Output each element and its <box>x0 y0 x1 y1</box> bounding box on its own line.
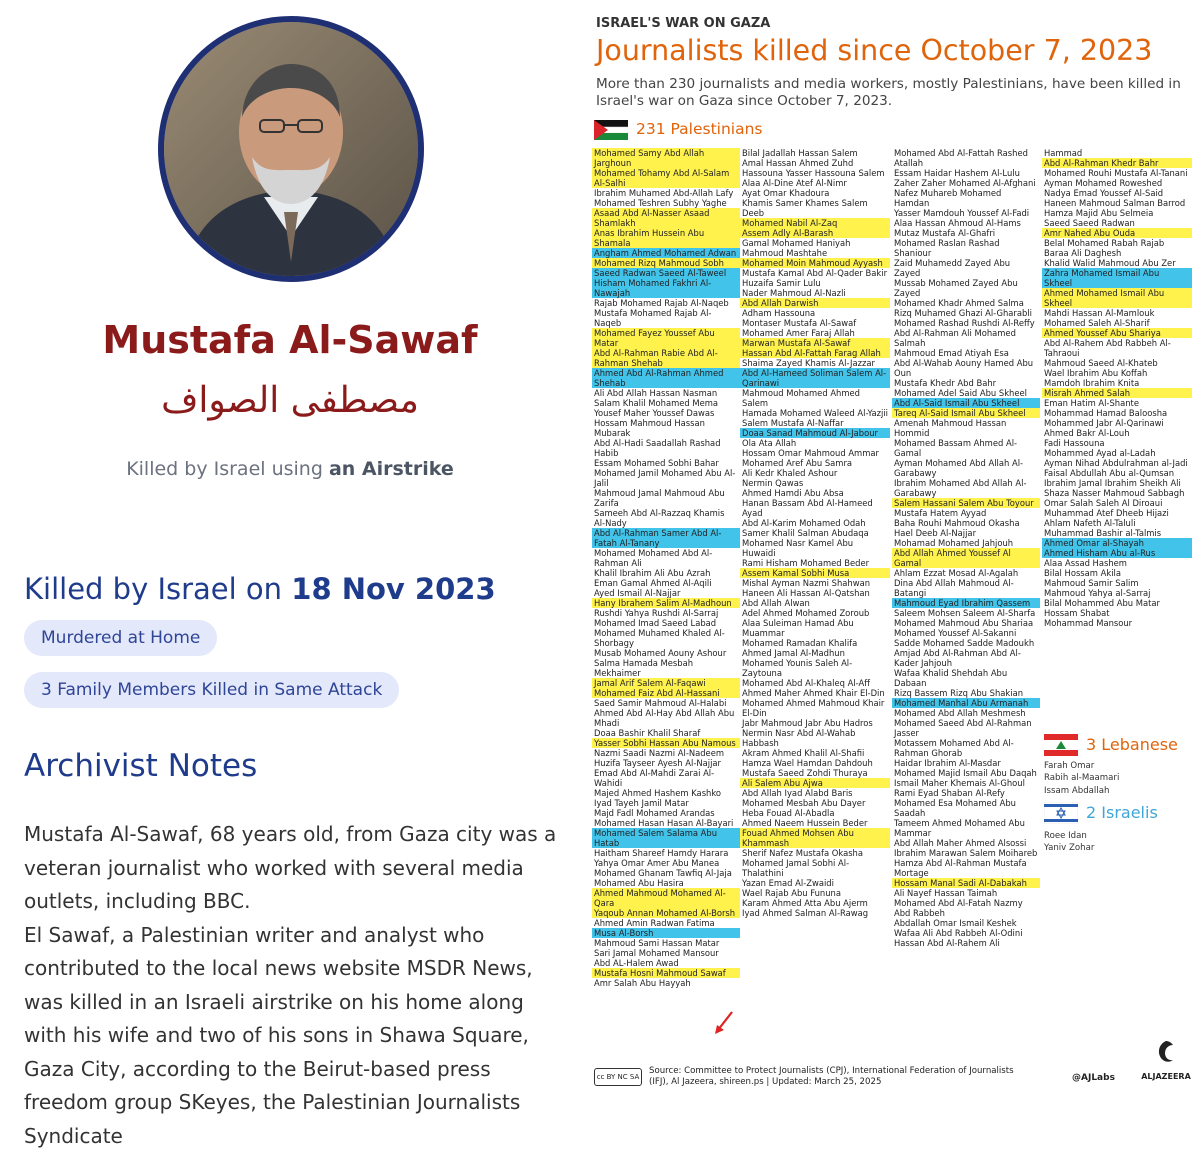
journalist-name: Mohamed Tohamy Abd Al-Salam Al-Salhi <box>592 168 740 188</box>
journalist-name: Nermin Nasr Abd Al-Wahab Habbash <box>740 728 890 748</box>
journalist-name: Adel Ahmed Mohamed Zoroub <box>740 608 890 618</box>
journalist-name: Mahmoud Emad Atiyah Esa <box>892 348 1040 358</box>
journalist-name: Alaa Assad Hashem <box>1042 558 1192 568</box>
journalist-name: Akram Ahmed Khalil Al-Shafii <box>740 748 890 758</box>
journalist-name: Bilal Jadallah Hassan Salem <box>740 148 890 158</box>
journalist-name: Rami Eyad Shaban Al-Refy <box>892 788 1040 798</box>
infographic-subtitle: More than 230 journalists and media workers, mostly Palestinians, have been killed in Israel's war on Gaza since October 7, 2023. <box>596 76 1186 110</box>
journalist-name: Abd Allah Darwish <box>740 298 890 308</box>
journalist-name: Mohamed Raslan Rashad Shaniour <box>892 238 1040 258</box>
journalist-name: Abd Al-Rahman Khedr Bahr <box>1042 158 1192 168</box>
journalist-name: Nermin Qawas <box>740 478 890 488</box>
journalist-name: Iyad Tayeh Jamil Matar <box>592 798 740 808</box>
journalist-name: Sameeh Abd Al-Razzaq Khamis Al-Nady <box>592 508 740 528</box>
journalist-name: Hassouna Yasser Hassouna Salem <box>740 168 890 178</box>
journalist-name: Mohamed Abd Al-Fattah Rashed Atallah <box>892 148 1040 168</box>
lebanese-header <box>1044 734 1078 760</box>
archivist-notes-title: Archivist Notes <box>24 748 257 784</box>
journalist-name: Mohamed Ahmed Mahmoud Khair El-Din <box>740 698 890 718</box>
journalist-name: Saleem Mohsen Saleem Al-Sharfa <box>892 608 1040 618</box>
journalist-name: Ali Salem Abu Ajwa <box>740 778 890 788</box>
journalist-name: Abd Al-Hameed Soliman Salem Al-Qarinawi <box>740 368 890 388</box>
journalist-name: Mohammed Jabr Al-Qarinawi <box>1042 418 1192 428</box>
journalist-name: Bilal Hossam Akila <box>1042 568 1192 578</box>
journalist-name: Mohammad Hamad Baloosha <box>1042 408 1192 418</box>
journalist-name: Muhammad Bashir al-Talmis <box>1042 528 1192 538</box>
journalist-name: Assem Kamal Sobhi Musa <box>740 568 890 578</box>
journalist-name: Abd Al-Hadi Saadallah Rashad Habib <box>592 438 740 458</box>
journalist-name: Mohamed Ramadan Khalifa <box>740 638 890 648</box>
notes-paragraph: El Sawaf, a Palestinian writer and analyst who contributed to the local news website MSDR News, was killed in an Israeli airstrike on his home along with his wife and two of his sons in Shawa Square, Gaza City, according to the Beirut-based press freedom group SKeyes, the Palestinian Journalists Syndicate <box>24 919 564 1153</box>
victim-name: Mustafa Al-Sawaf <box>0 318 580 362</box>
journalist-name: Ahlam Nafeth Al-Taluli <box>1042 518 1192 528</box>
journalist-name: Hossam Manal Sadi Al-Dabakah <box>892 878 1040 888</box>
archivist-notes <box>24 818 564 1153</box>
journalist-name: Musa Al-Borsh <box>592 928 740 938</box>
palestinians-count: 231 Palestinians <box>636 120 763 138</box>
journalist-name: Salem Hassani Salem Abu Toyour <box>892 498 1040 508</box>
journalist-name: Montaser Mustafa Al-Sawaf <box>740 318 890 328</box>
journalist-name: Jabr Mahmoud Jabr Abu Hadros <box>740 718 890 728</box>
journalist-name: Mustafa Saeed Zohdi Thuraya <box>740 768 890 778</box>
journalist-name: Omar Salah Saleh Al Diroaui <box>1042 498 1192 508</box>
journalist-name: Mahdi Hassan Al-Mamlouk <box>1042 308 1192 318</box>
journalist-name: Angham Ahmed Mohamed Adwan <box>592 248 740 258</box>
red-arrow-icon <box>712 1010 736 1036</box>
names-column-1 <box>592 148 740 988</box>
journalist-name: Yasser Mamdouh Youssef Al-Fadi <box>892 208 1040 218</box>
aljazeera-wordmark: ALJAZEERA <box>1138 1071 1194 1082</box>
journalist-name: Haneen Ali Hassan Al-Qatshan <box>740 588 890 598</box>
aljazeera-logo-icon <box>1151 1038 1181 1068</box>
killed-date-line <box>24 572 496 606</box>
journalist-name: Rushdi Yahya Rushdi Al-Sarraj <box>592 608 740 618</box>
journalist-name: Hossam Mahmoud Hassan Mubarak <box>592 418 740 438</box>
killed-date-prefix: Killed by Israel on <box>24 572 291 606</box>
journalist-name: Majed Ahmed Hashem Kashko <box>592 788 740 798</box>
journalist-name: Gamal Mohamed Haniyah <box>740 238 890 248</box>
killed-date: 18 Nov 2023 <box>291 572 495 606</box>
journalist-name: Jamal Arif Salem Al-Faqawi <box>592 678 740 688</box>
journalist-name: Mahmoud Sami Hassan Matar <box>592 938 740 948</box>
journalist-name: Ayman Nihad Abdulrahman al-Jadi <box>1042 458 1192 468</box>
journalist-name: Motassem Mohamed Abd Al-Rahman Ghorab <box>892 738 1040 758</box>
journalist-name: Mohamed Salem Salama Abu Hatab <box>592 828 740 848</box>
portrait-photo <box>164 22 418 276</box>
journalist-name: Sadde Mohamed Sadde Madoukh <box>892 638 1040 648</box>
journalist-name: Alaa Al-Dine Atef Al-Nimr <box>740 178 890 188</box>
tag-family-members-killed: 3 Family Members Killed in Same Attack <box>24 672 399 708</box>
names-column-2 <box>740 148 890 918</box>
journalist-name: Mohamed Rouhi Mustafa Al-Tanani <box>1042 168 1192 178</box>
journalist-name: Salam Khalil Mohamed Mema <box>592 398 740 408</box>
journalist-name: Mohamed Adel Said Abu Skheel <box>892 388 1040 398</box>
journalist-name: Mohamed Rashad Rushdi Al-Reffy <box>892 318 1040 328</box>
journalist-name: Amjad Abd Al-Rahman Abd Al-Kader Jahjouh <box>892 648 1040 668</box>
journalist-name: Hamza Wael Hamdan Dahdouh <box>740 758 890 768</box>
journalist-name: Mustafa Mohamed Rajab Al-Naqeb <box>592 308 740 328</box>
journalist-name: Anas Ibrahim Hussein Abu Shamala <box>592 228 740 248</box>
lebanon-flag-icon <box>1044 734 1078 756</box>
israelis-count: 2 Israelis <box>1086 803 1158 822</box>
journalist-name: Mohamed Esa Mohamed Abu Saadah <box>892 798 1040 818</box>
journalist-name: Mohamed Manhal Abu Armanah <box>892 698 1040 708</box>
journalist-name: Eman Hatim Al-Shante <box>1042 398 1192 408</box>
journalist-name: Yazan Emad Al-Zwaidi <box>740 878 890 888</box>
journalist-name: Mohamed Fayez Youssef Abu Matar <box>592 328 740 348</box>
journalist-name: Ali Kedr Khaled Ashour <box>740 468 890 478</box>
journalist-name: Mohamed Mesbah Abu Dayer <box>740 798 890 808</box>
journalist-name: Emad Abd Al-Mahdi Zarai Al-Wahidi <box>592 768 740 788</box>
journalist-name: Amal Hassan Ahmed Zuhd <box>740 158 890 168</box>
journalist-name: Rami Hisham Mohamed Beder <box>740 558 890 568</box>
journalist-name: Muhammad Atef Dheeb Hijazi <box>1042 508 1192 518</box>
journalist-name: Ibrahim Marawan Salem Moihareb <box>892 848 1040 858</box>
journalist-name: Zaher Zaher Mohamed Al-Afghani <box>892 178 1040 188</box>
journalist-name: Mohamed Abd Allah Meshmesh <box>892 708 1040 718</box>
journalist-name: Amr Salah Abu Hayyah <box>592 978 740 988</box>
journalist-name: Iyad Ahmed Salman Al-Rawag <box>740 908 890 918</box>
journalist-name: Hamada Mohamed Waleed Al-Yazjii <box>740 408 890 418</box>
names-column-3 <box>892 148 1040 948</box>
journalist-name: Mohamed Bassam Ahmed Al-Gamal <box>892 438 1040 458</box>
journalist-name: Hossam Shabat <box>1042 608 1192 618</box>
journalist-name: Yaqoub Annan Mohamed Al-Borsh <box>592 908 740 918</box>
journalist-name: Asaad Abd Al-Nasser Asaad Shamlakh <box>592 208 740 228</box>
journalist-name: Abd Al-Wahab Aouny Hamed Abu Oun <box>892 358 1040 378</box>
journalist-name: Abd Allah Alwan <box>740 598 890 608</box>
journalist-name: Mohamed Mohamed Abd Al-Rahman Ali <box>592 548 740 568</box>
journalist-name: Misrah Ahmed Salah <box>1042 388 1192 398</box>
journalist-name: Ahmed Mohamed Ismail Abu Skheel <box>1042 288 1192 308</box>
tag-murdered-at-home: Murdered at Home <box>24 620 217 656</box>
journalist-name: Belal Mohamed Rabah Rajab <box>1042 238 1192 248</box>
journalist-name: Abd Al-Karim Mohamed Odah <box>740 518 890 528</box>
journalist-name: Rajab Mohamed Rajab Al-Naqeb <box>592 298 740 308</box>
journalist-name: Ahmed Amin Radwan Fatima <box>592 918 740 928</box>
journalist-name: Khamis Samer Khames Salem Deeb <box>740 198 890 218</box>
journalist-name: Rizq Muhamed Ghazi Al-Gharabli <box>892 308 1040 318</box>
journalist-name: Dina Abd Allah Mahmoud Al-Batangi <box>892 578 1040 598</box>
list-item: Farah Omar <box>1044 760 1119 772</box>
journalist-name: Mohamed Abd Al-Khaleq Al-Aff <box>740 678 890 688</box>
journalist-name: Mahmoud Samir Salim <box>1042 578 1192 588</box>
journalist-name: Saed Samir Mahmoud Al-Halabi <box>592 698 740 708</box>
journalist-name: Ahmed Naeem Hussein Beder <box>740 818 890 828</box>
journalist-name: Hammad <box>1042 148 1192 158</box>
journalist-name: Hassan Abd Al-Fattah Farag Allah <box>740 348 890 358</box>
journalist-name: Mohamed Faiz Abd Al-Hassani <box>592 688 740 698</box>
journalist-name: Heba Fouad Al-Abadla <box>740 808 890 818</box>
journalist-name: Ibrahim Jamal Ibrahim Sheikh Ali <box>1042 478 1192 488</box>
journalist-name: Ayed Ismail Al-Najjar <box>592 588 740 598</box>
journalist-name: Fadi Hassouna <box>1042 438 1192 448</box>
avatar <box>158 16 424 282</box>
journalist-name: Mahmoud Saeed Al-Khateb <box>1042 358 1192 368</box>
journalist-name: Mahmoud Jamal Mahmoud Abu Zarifa <box>592 488 740 508</box>
infographic-kicker: ISRAEL'S WAR ON GAZA <box>596 16 770 31</box>
journalist-name: Hassan Abd Al-Rahem Ali <box>892 938 1040 948</box>
journalist-name: Mahmoud Eyad Ibrahim Qassem <box>892 598 1040 608</box>
journalist-name: Mohamed Abd Al-Fatah Nazmy Abd Rabbeh <box>892 898 1040 918</box>
journalist-name: Yasser Sobhi Hassan Abu Namous <box>592 738 740 748</box>
journalist-name: Mahmoud Mashtahe <box>740 248 890 258</box>
journalist-name: Mustafa Khedr Abd Bahr <box>892 378 1040 388</box>
journalist-name: Baha Rouhi Mahmoud Okasha <box>892 518 1040 528</box>
killed-method-value: an Airstrike <box>329 458 454 480</box>
journalist-name: Mohammad Mansour <box>1042 618 1192 628</box>
lebanese-names <box>1044 760 1119 797</box>
journalist-name: Salma Hamada Mesbah Mekhaimer <box>592 658 740 678</box>
journalist-name: Ahmed Abd Al-Rahman Ahmed Shehab <box>592 368 740 388</box>
journalist-name: Mohamed Amer Faraj Allah <box>740 328 890 338</box>
palestine-flag-icon <box>594 120 628 140</box>
journalist-name: Mohamed Mahmoud Abu Shariaa <box>892 618 1040 628</box>
journalist-name: Hany Ibrahem Salim Al-Madhoun <box>592 598 740 608</box>
infographic-title: Journalists killed since October 7, 2023 <box>596 34 1152 67</box>
journalist-name: Abd Allah Maher Ahmed Alsossi <box>892 838 1040 848</box>
journalist-name: Essam Haidar Hashem Al-Lulu <box>892 168 1040 178</box>
journalist-name: Abd Al-Rahman Rabie Abd Al-Rahman Shehab <box>592 348 740 368</box>
source-note: Source: Committee to Protect Journalists (CPJ), International Federation of Journalists (IFJ), Al Jazeera, shireen.ps | Updated: March 25, 2025 <box>649 1066 1029 1088</box>
list-item: Issam Abdallah <box>1044 785 1119 797</box>
journalist-name: Mustafa Hatem Ayyad <box>892 508 1040 518</box>
journalist-name: Mahmoud Yahya al-Sarraj <box>1042 588 1192 598</box>
journalist-name: Tameem Ahmed Mohamed Abu Mammar <box>892 818 1040 838</box>
victim-profile-panel <box>0 0 580 1097</box>
journalist-name: Eman Gamal Ahmed Al-Aqili <box>592 578 740 588</box>
journalist-name: Abd Allah Iyad Alabd Baris <box>740 788 890 798</box>
journalist-name: Ali Abd Allah Hassan Nasman <box>592 388 740 398</box>
lebanese-count: 3 Lebanese <box>1086 735 1178 754</box>
journalist-name: Karam Ahmed Atta Abu Ajerm <box>740 898 890 908</box>
journalist-name: Mohamed Aref Abu Samra <box>740 458 890 468</box>
journalist-name: Khalid Walid Mahmoud Abu Zer <box>1042 258 1192 268</box>
journalist-name: Nafez Muhareb Mohamed Hamdan <box>892 188 1040 208</box>
journalist-name: Essam Mohamed Sobhi Bahar <box>592 458 740 468</box>
journalist-name: Hisham Mohamed Fakhri Al-Nawajah <box>592 278 740 298</box>
journalist-name: Abd AL-Halem Awad <box>592 958 740 968</box>
journalist-name: Majd Fadl Mohamed Arandas <box>592 808 740 818</box>
journalist-name: Sherif Nafez Mustafa Okasha <box>740 848 890 858</box>
journalist-name: Alaa Hassan Ahmoud Al-Hams <box>892 218 1040 228</box>
journalist-name: Abd Al-Rahem Abd Rabbeh Al-Tahraoui <box>1042 338 1192 358</box>
journalist-name: Abdallah Omar Ismail Keshek <box>892 918 1040 928</box>
journalist-name: Ahmed Youssef Abu Shariya <box>1042 328 1192 338</box>
journalist-name: Ahmed Maher Ahmed Khair El-Din <box>740 688 890 698</box>
journalist-name: Alaa Suleiman Hamad Abu Muammar <box>740 618 890 638</box>
journalist-name: Hael Deeb Al-Najjar <box>892 528 1040 538</box>
journalist-name: Ahmed Hisham Abu al-Rus <box>1042 548 1192 558</box>
journalist-name: Mahmoud Mohamed Ahmed Salem <box>740 388 890 408</box>
journalist-name: Ahmed Bakr Al-Louh <box>1042 428 1192 438</box>
journalist-name: Ibrahim Muhamed Abd-Allah Lafy <box>592 188 740 198</box>
victim-name-arabic: مصطفى الصواف <box>0 380 580 421</box>
journalist-name: Musab Mohamed Aouny Ashour <box>592 648 740 658</box>
journalist-name: Mohamed Youssef Al-Sakanni <box>892 628 1040 638</box>
journalist-name: Baraa Ali Daghesh <box>1042 248 1192 258</box>
journalist-name: Mussab Mohamed Zayed Abu Zayed <box>892 278 1040 298</box>
journalist-name: Khalil Ibrahim Ali Abu Azrah <box>592 568 740 578</box>
journalist-name: Mohamed Nabil Al-Zaq <box>740 218 890 228</box>
journalist-name: Zaid Muhamedd Zayed Abu Zayed <box>892 258 1040 278</box>
journalist-name: Faisal Abdullah Abu al-Qumsan <box>1042 468 1192 478</box>
journalist-name: Ismail Maher Khemais Al-Ghoul <box>892 778 1040 788</box>
journalist-name: Mohamed Majid Ismail Abu Daqah <box>892 768 1040 778</box>
notes-paragraph: Mustafa Al-Sawaf, 68 years old, from Gaza city was a veteran journalist who worked with several media outlets, including BBC. <box>24 818 564 919</box>
journalist-name: Huzifa Tayseer Ayesh Al-Najjar <box>592 758 740 768</box>
journalist-name: Tareq Al-Said Ismail Abu Skheel <box>892 408 1040 418</box>
journalist-name: Mohamed Teshren Subhy Yaghe <box>592 198 740 208</box>
journalist-name: Ahlam Ezzat Mosad Al-Agalah <box>892 568 1040 578</box>
list-item: Yaniv Zohar <box>1044 842 1094 854</box>
journalist-name: Mohamed Younis Saleh Al-Zaytouna <box>740 658 890 678</box>
journalist-name: Abd Al-Rahman Samer Abd Al-Fatah Al-Tanany <box>592 528 740 548</box>
journalist-name: Hossam Omar Mahmoud Ammar <box>740 448 890 458</box>
journalist-name: Wafaa Ali Abd Rabbeh Al-Odini <box>892 928 1040 938</box>
israelis-header <box>1044 802 1078 828</box>
journalist-name: Amr Nahed Abu Ouda <box>1042 228 1192 238</box>
journalist-name: Haneen Mahmoud Salman Barrod <box>1042 198 1192 208</box>
journalist-name: Mohamed Samy Abd Allah Jarghoun <box>592 148 740 168</box>
journalist-name: Shaza Nasser Mahmoud Sabbagh <box>1042 488 1192 498</box>
journalist-name: Wael Rajab Abu Fununa <box>740 888 890 898</box>
journalist-name: Nader Mahmoud Al-Nazli <box>740 288 890 298</box>
israeli-names <box>1044 830 1094 855</box>
journalist-name: Mohamad Mohamed Jahjouh <box>892 538 1040 548</box>
journalist-name: Hamza Majid Abu Selmeia <box>1042 208 1192 218</box>
journalist-name: Mustafa Hosni Mahmoud Sawaf <box>592 968 740 978</box>
journalist-name: Mohamed Saleh Al-Sharif <box>1042 318 1192 328</box>
infographic-footer <box>594 1066 1194 1092</box>
journalist-name: Ahmed Omar al-Shayah <box>1042 538 1192 548</box>
journalist-name: Haitham Shareef Hamdy Harara <box>592 848 740 858</box>
list-item: Rabih al-Maamari <box>1044 772 1119 784</box>
journalist-name: Mohamed Jamal Sobhi Al-Thalathini <box>740 858 890 878</box>
journalist-name: Mutaz Mustafa Al-Ghafri <box>892 228 1040 238</box>
journalist-name: Mohamed Hasan Hasan Al-Bayari <box>592 818 740 828</box>
journalist-name: Amenah Mahmoud Hassan Hommid <box>892 418 1040 438</box>
journalist-name: Bilal Mohammed Abu Matar <box>1042 598 1192 608</box>
journalist-name: Mohamed Nasr Kamel Abu Huwaidi <box>740 538 890 558</box>
journalist-name: Mohamed Jamil Mohamed Abu Al-Jalil <box>592 468 740 488</box>
journalist-name: Zahra Mohamed Ismail Abu Skheel <box>1042 268 1192 288</box>
creative-commons-badge: cc BY NC SA <box>594 1068 642 1086</box>
journalist-name: Salem Mustafa Al-Naffar <box>740 418 890 428</box>
journalist-name: Haidar Ibrahim Al-Masdar <box>892 758 1040 768</box>
journalist-name: Ali Nayef Hassan Taimah <box>892 888 1040 898</box>
journalist-name: Ahmed Abd Al-Hay Abd Allah Abu Mhadi <box>592 708 740 728</box>
journalist-name: Yahya Omar Amer Abu Manea <box>592 858 740 868</box>
journalist-name: Doaa Sanad Mahmoud Al-Jabour <box>740 428 890 438</box>
journalist-name: Saeed Saeed Radwan <box>1042 218 1192 228</box>
journalist-name: Sari Jamal Mohamed Mansour <box>592 948 740 958</box>
journalist-name: Ayman Mohamed Roweshed <box>1042 178 1192 188</box>
journalist-name: Mohamed Abu Hasira <box>592 878 740 888</box>
journalist-name: Ibrahim Mohamed Abd Allah Al-Garabawy <box>892 478 1040 498</box>
journalist-name: Hanan Bassam Abd Al-Hameed Ayad <box>740 498 890 518</box>
journalist-name: Yousef Maher Youssef Dawas <box>592 408 740 418</box>
palestinians-header <box>594 120 628 142</box>
journalist-name: Ola Ata Allah <box>740 438 890 448</box>
journalist-name: Abd Al-Said Ismail Abu Skheel <box>892 398 1040 408</box>
journalist-name: Ahmed Jamal Al-Madhun <box>740 648 890 658</box>
journalist-name: Rizq Bassem Rizq Abu Shakian <box>892 688 1040 698</box>
israel-flag-icon <box>1044 802 1078 824</box>
journalist-name: Fouad Ahmed Mohsen Abu Khammash <box>740 828 890 848</box>
aljazeera-logo <box>1138 1038 1194 1082</box>
names-column-4 <box>1042 148 1192 628</box>
journalist-name: Wael Ibrahim Abu Koffah <box>1042 368 1192 378</box>
journalist-name: Abd Allah Ahmed Youssef Al Gamal <box>892 548 1040 568</box>
journalists-killed-infographic <box>584 0 1200 1097</box>
journalist-name: Samer Khalil Salman Abudaqa <box>740 528 890 538</box>
journalist-name: Mustafa Kamal Abd Al-Qader Bakir <box>740 268 890 278</box>
journalist-name: Abd Al-Rahman Ali Mohamed Salmah <box>892 328 1040 348</box>
journalist-name: Huzaifa Samir Lulu <box>740 278 890 288</box>
journalist-name: Doaa Bashir Khalil Sharaf <box>592 728 740 738</box>
journalist-name: Mohamed Rizq Mahmoud Sobh <box>592 258 740 268</box>
journalist-name: Marwan Mustafa Al-Sawaf <box>740 338 890 348</box>
killed-method <box>0 458 580 480</box>
journalist-name: Adham Hassouna <box>740 308 890 318</box>
journalist-name: Saeed Radwan Saeed Al-Taweel <box>592 268 740 278</box>
journalist-name: Mohamed Ghanam Tawfiq Al-Jaja <box>592 868 740 878</box>
journalist-name: Assem Adly Al-Barash <box>740 228 890 238</box>
journalist-name: Mamdoh Ibrahim Knita <box>1042 378 1192 388</box>
journalist-name: Mohamed Saeed Abd Al-Rahman Jasser <box>892 718 1040 738</box>
journalist-name: Ayman Mohamed Abd Allah Al-Garabawy <box>892 458 1040 478</box>
killed-method-prefix: Killed by Israel using <box>126 458 329 480</box>
journalist-name: Mohamed Khadr Ahmed Salma <box>892 298 1040 308</box>
journalist-name: Wafaa Khalid Shehdah Abu Dabaan <box>892 668 1040 688</box>
journalist-name: Mishal Ayman Nazmi Shahwan <box>740 578 890 588</box>
journalist-name: Mohamed Moin Mahmoud Ayyash <box>740 258 890 268</box>
journalist-name: Shaima Zayed Khamis Al-Jazzar <box>740 358 890 368</box>
journalist-name: Mohamed Muhamed Khaled Al-Shorbagy <box>592 628 740 648</box>
aj-labs-handle: @AJLabs <box>1072 1073 1115 1084</box>
journalist-name: Hamza Abd Al-Rahman Mustafa Mortage <box>892 858 1040 878</box>
journalist-name: Mohamed Imad Saeed Labad <box>592 618 740 628</box>
list-item: Roee Idan <box>1044 830 1094 842</box>
journalist-name: Nadya Emad Youssef Al-Said <box>1042 188 1192 198</box>
journalist-name: Ayat Omar Khadoura <box>740 188 890 198</box>
journalist-name: Ahmed Mahmoud Mohamed Al-Qara <box>592 888 740 908</box>
journalist-name: Mohammed Ayad al-Ladah <box>1042 448 1192 458</box>
journalist-name: Ahmed Hamdi Abu Absa <box>740 488 890 498</box>
journalist-name: Nazmi Saadi Nazmi Al-Nadeem <box>592 748 740 758</box>
